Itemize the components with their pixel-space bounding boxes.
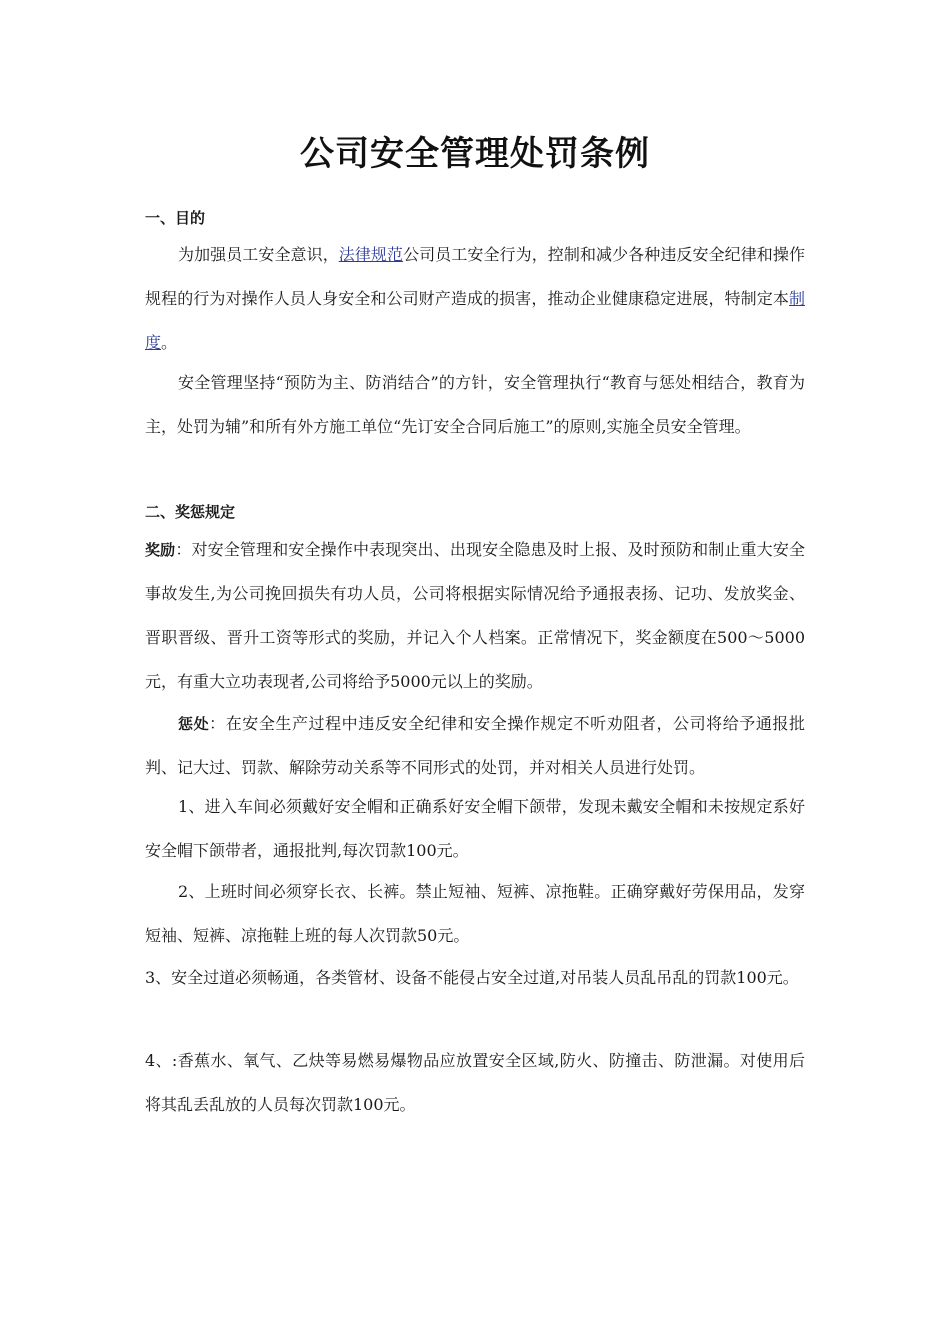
penalty-paragraph bbox=[145, 702, 805, 790]
section-heading-purpose: 一、目的 bbox=[145, 209, 206, 227]
reward-text: ：对安全管理和安全操作中表现突出、出现安全隐患及时上报、及时预防和制止重大安全事故发生,为公司挽回损失有功人员，公司将根据实际情况给予通报表扬、记功、发放奖金、晋职晋级、晋升工资等形式的奖励，并记入个人档案。正常情况下，奖金额度在500～5000元，有重大立功表现者,公司将给予5000元以上的奖励。 bbox=[145, 540, 805, 691]
purpose-text-middle: 公司员工安全行为，控制和减少各种违反安全纪律和操作规程的行为对操作人员人身安全和公司财产造成的损害，推动企业健康稳定进展，特制定本 bbox=[145, 245, 805, 308]
regulation-link[interactable]: 制度 bbox=[145, 289, 805, 352]
purpose-text-before: 为加强员工安全意识， bbox=[178, 245, 339, 264]
section-heading-rewards-penalties: 二、奖惩规定 bbox=[145, 503, 236, 521]
rule-item-2: 2、上班时间必须穿长衣、长裤。禁止短袖、短裤、凉拖鞋。正确穿戴好劳保用品，发穿短袖、短裤、凉拖鞋上班的每人次罚款50元。 bbox=[145, 882, 805, 945]
reward-paragraph bbox=[145, 528, 805, 704]
rule-item-4: 4、:香蕉水、氧气、乙炔等易燃易爆物品应放置安全区域,防火、防撞击、防泄漏。对使用后将其乱丢乱放的人员每次罚款100元。 bbox=[145, 1051, 805, 1114]
rule-item-3: 3、安全过道必须畅通，各类管材、设备不能侵占安全过道,对吊装人员乱吊乱的罚款100元。 bbox=[145, 968, 799, 987]
penalty-text: ：在安全生产过程中违反安全纪律和安全操作规定不听劝阻者，公司将给予通报批判、记大过、罚款、解除劳动关系等不同形式的处罚，并对相关人员进行处罚。 bbox=[145, 714, 805, 777]
document-title: 公司安全管理处罚条例 bbox=[300, 134, 650, 174]
penalty-label: 惩处 bbox=[178, 715, 210, 733]
reward-label: 奖励 bbox=[145, 541, 176, 559]
rule-item-1: 1、进入车间必须戴好安全帽和正确系好安全帽下颌带，发现未戴安全帽和未按规定系好安全帽下颌带者，通报批判,每次罚款100元。 bbox=[145, 797, 805, 860]
purpose-paragraph-2: 安全管理坚持“预防为主、防消结合”的方针，安全管理执行“教育与惩处相结合，教育为主，处罚为辅”和所有外方施工单位“先订安全合同后施工”的原则,实施全员安全管理。 bbox=[145, 373, 805, 436]
purpose-paragraph-1 bbox=[145, 233, 805, 365]
law-link[interactable]: 法律规范 bbox=[338, 245, 404, 264]
purpose-text-after: 。 bbox=[161, 333, 178, 352]
